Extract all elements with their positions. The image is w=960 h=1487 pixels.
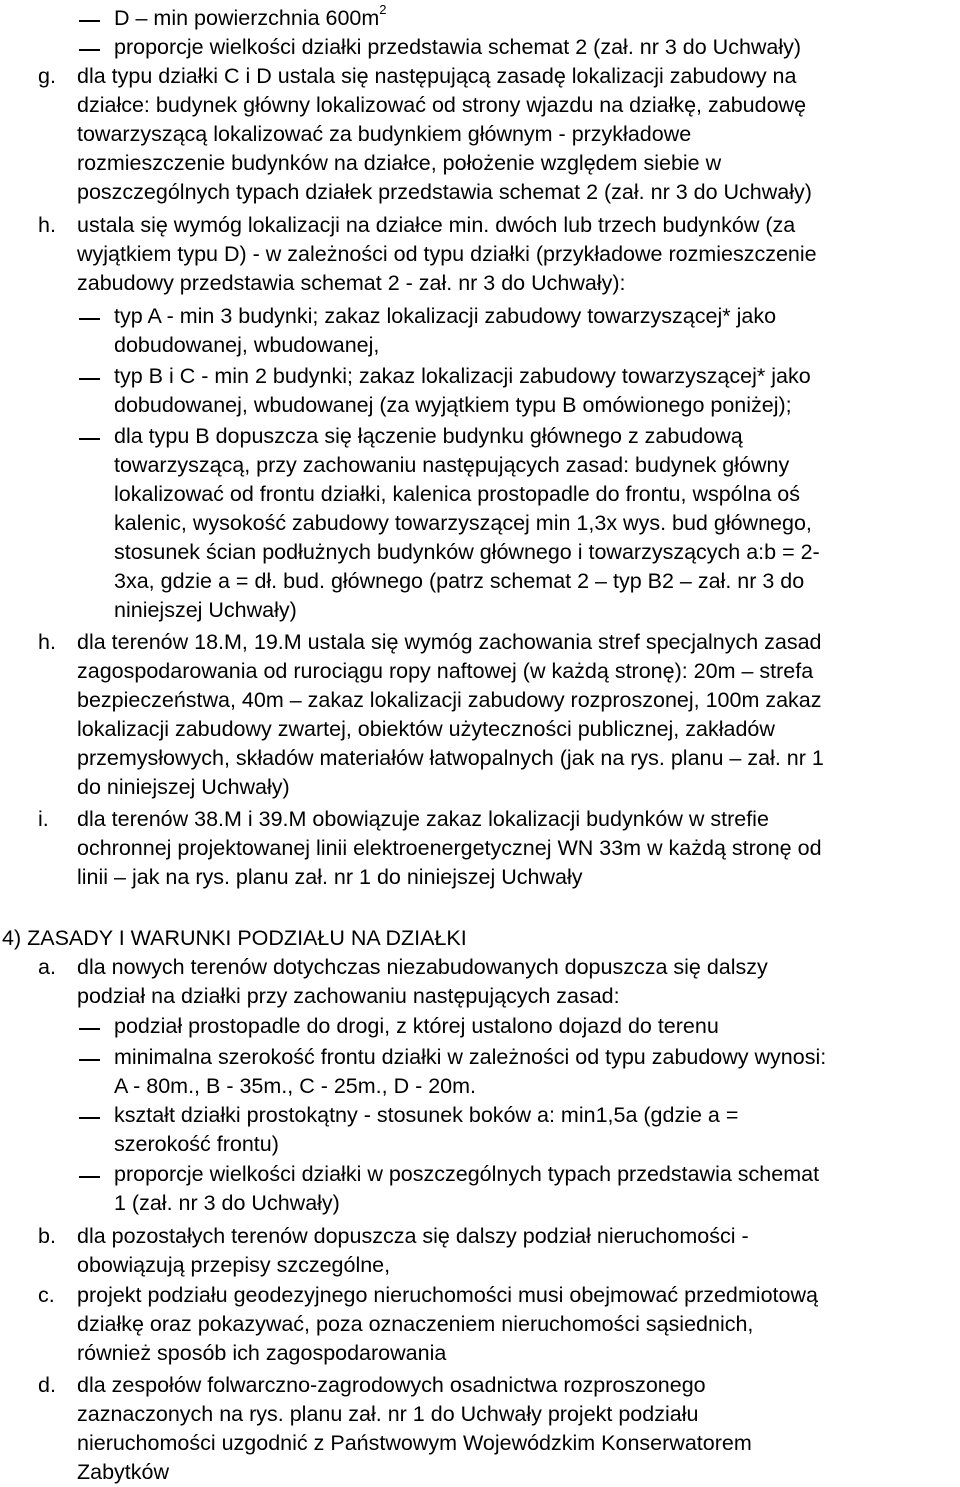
text-line: poszczególnych typach działek przedstawia schemat 2 (zał. nr 3 do Uchwały) [77,180,812,204]
text-line: typ A - min 3 budynki; zakaz lokalizacji zabudowy towarzyszącej* jako [114,304,777,328]
text-line: towarzyszącą lokalizować za budynkiem głównym - przykładowe [77,122,692,146]
text-line: nieruchomości uzgodnić z Państwowym Wojewódzkim Konserwatorem [77,1431,752,1455]
bullet-dash [79,1059,100,1061]
bullet-dash [79,378,100,380]
list-marker: h. [38,630,56,654]
text-line: do niniejszej Uchwały) [77,775,290,799]
text-line: ustala się wymóg lokalizacji na działce min. dwóch lub trzech budynków (za [77,213,796,237]
text-line: rozmieszczenie budynków na działce, położenie względem siebie w [77,151,722,175]
text-line: działce: budynek główny lokalizować od strony wjazdu na działkę, zabudowę [77,93,807,117]
text-line: bezpieczeństwa, 40m – zakaz lokalizacji zabudowy rozproszonej, 100m zakaz [77,688,822,712]
text-line: dla pozostałych terenów dopuszcza się dalszy podział nieruchomości - [77,1224,749,1248]
list-marker: g. [38,64,56,88]
text-line: towarzyszącą, przy zachowaniu następujących zasad: budynek główny [114,453,790,477]
text-line: kalenic, wysokość zabudowy towarzyszącej min 1,3x wys. bud głównego, [114,511,812,535]
text-line: minimalna szerokość frontu działki w zależności od typu zabudowy wynosi: [114,1045,827,1069]
text-line: 1 (zał. nr 3 do Uchwały) [114,1191,340,1215]
text-line: dla terenów 18.M, 19.M ustala się wymóg zachowania stref specjalnych zasad [77,630,822,654]
text-line: zaznaczonych na rys. planu zał. nr 1 do Uchwały projekt podziału [77,1402,699,1426]
text-line: A - 80m., B - 35m., C - 25m., D - 20m. [114,1074,477,1098]
bullet-dash [79,49,100,51]
text-line: wyjątkiem typu D) - w zależności od typu działki (przykładowe rozmieszczenie [77,242,817,266]
text-line: lokalizacji zabudowy zwartej, obiektów użyteczności publicznej, zakładów [77,717,775,741]
text-line: proporcje wielkości działki w poszczególnych typach przedstawia schemat [114,1162,820,1186]
text-line: dobudowanej, wbudowanej, [114,333,380,357]
text-line: 3xa, gdzie a = dł. bud. głównego (patrz schemat 2 – typ B2 – zał. nr 3 do [114,569,805,593]
text-line: projekt podziału geodezyjnego nieruchomości musi obejmować przedmiotową [77,1283,818,1307]
text-line: działkę oraz pokazywać, poza oznaczeniem nieruchomości sąsiednich, [77,1312,754,1336]
list-marker: c. [38,1283,55,1307]
bullet-dash [79,438,100,440]
text-line: ochronnej projektowanej linii elektroenergetycznej WN 33m w każdą stronę od [77,836,822,860]
bullet-dash [79,318,100,320]
bullet-dash [79,1176,100,1178]
text-line: typ B i C - min 2 budynki; zakaz lokalizacji zabudowy towarzyszącej* jako [114,364,811,388]
list-marker: b. [38,1224,56,1248]
text-line: dla zespołów folwarczno-zagrodowych osadnictwa rozproszonego [77,1373,706,1397]
text-line: linii – jak na rys. planu zał. nr 1 do niniejszej Uchwały [77,865,583,889]
text-line: szerokość frontu) [114,1132,279,1156]
text-line: lokalizować od frontu działki, kalenica prostopadle do frontu, wspólna oś [114,482,801,506]
text-line: dla typu B dopuszcza się łączenie budynku głównego z zabudową [114,424,743,448]
text-line: D – min powierzchnia $600m^2$ [114,1,387,30]
text-line: dla terenów 38.M i 39.M obowiązuje zakaz lokalizacji budynków w strefie [77,807,769,831]
text-line: kształt działki prostokątny - stosunek boków a: min1,5a (gdzie a = [114,1103,739,1127]
text-line: obowiązują przepisy szczególne, [77,1253,391,1277]
list-marker: h. [38,213,56,237]
bullet-dash [79,1028,100,1030]
section-heading: 4) ZASADY I WARUNKI PODZIAŁU NA DZIAŁKI [2,926,467,950]
text-line: dla typu działki C i D ustala się następującą zasadę lokalizacji zabudowy na [77,64,797,88]
text-line: dla nowych terenów dotychczas niezabudowanych dopuszcza się dalszy [77,955,768,979]
list-marker: d. [38,1373,56,1397]
text-line: zabudowy przedstawia schemat 2 - zał. nr 3 do Uchwały): [77,271,626,295]
text-line: niniejszej Uchwały) [114,598,297,622]
list-marker: i. [38,807,49,831]
bullet-dash [79,20,100,22]
text-line: stosunek ścian podłużnych budynków głównego i towarzyszących a:b = 2- [114,540,820,564]
text-line: Zabytków [77,1460,170,1484]
text-line: dobudowanej, wbudowanej (za wyjątkiem typu B omówionego poniżej); [114,393,792,417]
text-line: proporcje wielkości działki przedstawia schemat 2 (zał. nr 3 do Uchwały) [114,35,802,59]
text-line: przemysłowych, składów materiałów łatwopalnych (jak na rys. planu – zał. nr 1 [77,746,824,770]
text-line: również sposób ich zagospodarowania [77,1341,447,1365]
bullet-dash [79,1117,100,1119]
text-line: podział na działki przy zachowaniu następujących zasad: [77,984,620,1008]
text-line: zagospodarowania od rurociągu ropy naftowej (w każdą stronę): 20m – strefa [77,659,814,683]
text-line: podział prostopadle do drogi, z której ustalono dojazd do terenu [114,1014,719,1038]
list-marker: a. [38,955,56,979]
